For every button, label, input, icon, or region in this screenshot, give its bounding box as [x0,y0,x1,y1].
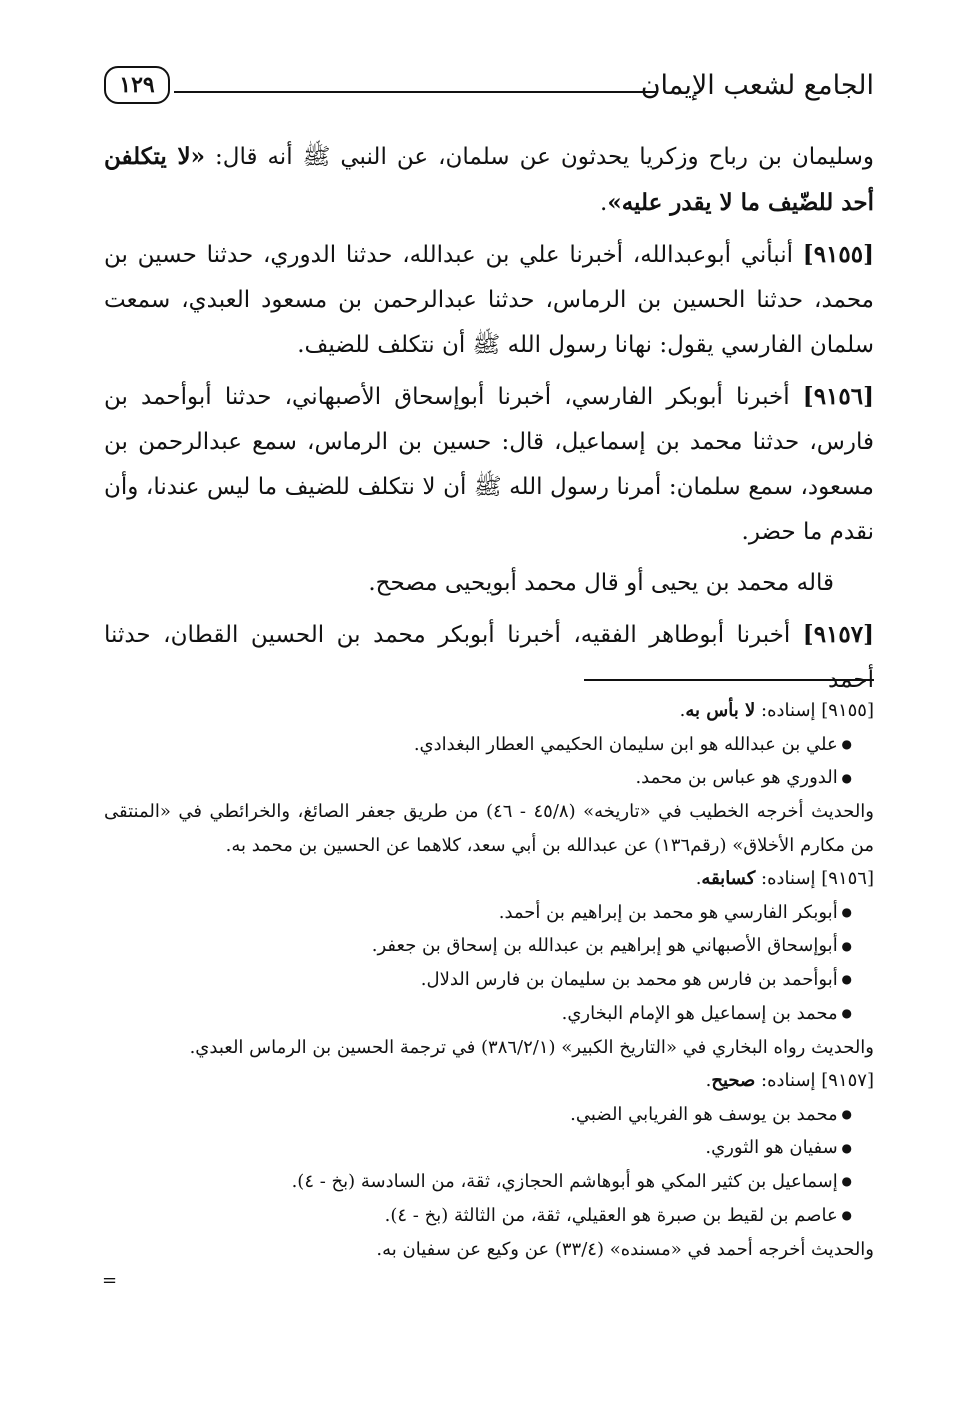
hadith-9156 [104,374,874,555]
hadith-number: [٩١٥٦] [802,383,874,410]
hadith-number: [٩١٥٥] [802,241,874,268]
hadith-text: أنبأني أبوعبدالله، أخبرنا علي بن عبدالله، حدثنا الدوري، حدثنا حسين بن محمد، حدثنا الحسين بن الرماس، حدثنا عبدالرحمن بن مسعود العبدي، سمعت سلمان الفارسي يقول: نهانا رسول الله ﷺ أن نتكلف للضيف. [104,242,874,358]
isnad-grade: لا بأس به [685,700,756,721]
page-header [104,62,874,114]
page-number: ١٢٩ [104,66,170,104]
hadith-9157 [104,612,874,703]
text-span: . [705,1070,712,1091]
note-label: [٩١٥٧] إسناده: [755,1070,874,1091]
note-label: [٩١٥٦] إسناده: [755,868,874,889]
note-bullet: ● الدوري هو عباس بن محمد. [104,761,874,795]
hadith-quote: «لا يتكلفن أحد للضّيف ما لا يقدر عليه» [104,143,874,216]
main-text [104,134,874,709]
note-bullet: ● محمد بن يوسف هو الفريابي الضبي. [104,1098,874,1132]
note-bullet: ● أبوبكر الفارسي هو محمد بن إبراهيم بن أحمد. [104,896,874,930]
note-text: والحديث أخرجه أحمد في «مسنده» (٣٣/٤) عن وكيع عن سفيان به. [376,1238,874,1260]
note-head-9156 [104,862,874,896]
footnotes [104,694,874,1266]
hadith-text: أخبرنا أبوبكر الفارسي، أخبرنا أبوإسحاق الأصبهاني، حدثنا أبوأحمد بن فارس، حدثنا محمد بن إسماعيل، قال: حسين بن الرماس، سمع عبدالرحمن بن مسعود، سمع سلمان: أمرنا رسول الله ﷺ أن لا نتكلف للضيف ما ليس عندنا، وأن نقدم ما حضر. [104,384,874,545]
hadith-text: أخبرنا أبوطاهر الفقيه، أخبرنا أبوبكر محمد بن الحسين القطان، حدثنا أحمد [104,622,874,693]
note-bullet: ● سفيان هو الثوري. [104,1131,874,1165]
hadith-number: [٩١٥٧] [802,621,874,648]
note-text: والحديث أخرجه الخطيب في «تاريخه» (٤٥/٨ - ٤٦) من طريق جعفر الصائغ، والخرائطي في «المنتقى من مكارم الأخلاق» (رقم١٣٦) عن عبدالله بن أبي سعد، كلاهما عن الحسين بن محمد به. [104,801,874,856]
header-rule [174,91,656,93]
book-title: الجامع لشعب الإيمان [640,70,874,101]
note-bullet: ● إسماعيل بن كثير المكي هو أبوهاشم الحجازي، ثقة، من السادسة (بخ - ٤). [104,1165,874,1199]
note-head-9155 [104,694,874,728]
note-head-9157 [104,1064,874,1098]
text-span: وسليمان بن رباح وزكريا يحدثون عن سلمان، عن النبي ﷺ أنه قال: [205,144,874,170]
note-bullet: ● علي بن عبدالله هو ابن سليمان الحكيمي العطار البغدادي. [104,728,874,762]
isnad-grade: صحيح [711,1070,756,1091]
hadith-9155 [104,232,874,368]
note-bullet: ● عاصم بن لقيط بن صبرة هو العقيلي، ثقة، من الثالثة (بخ - ٤). [104,1199,874,1233]
note-bullet: ● أبوأحمد بن فارس هو محمد بن سليمان بن فارس الدلال. [104,963,874,997]
continuation-mark: = [102,1270,118,1291]
footnote-divider [584,679,874,681]
isnad-grade: كسابقه [701,868,756,889]
text-span: . [600,190,608,216]
note-bullet: ● محمد بن إسماعيل هو الإمام البخاري. [104,997,874,1031]
note-bullet: ● أبوإسحاق الأصبهاني هو إبراهيم بن عبدالله بن إسحاق بن جعفر. [104,929,874,963]
note-label: [٩١٥٥] إسناده: [755,700,874,721]
paragraph-continuation [104,134,874,226]
text-span: . [679,700,686,721]
author-comment: قاله محمد بن يحيى أو قال محمد أبويحيى مصحح. [368,570,834,596]
text-span: . [695,868,702,889]
note-text: والحديث رواه البخاري في «التاريخ الكبير» (٣٨٦/٢/١) في ترجمة الحسين بن الرماس العبدي. [189,1036,874,1058]
